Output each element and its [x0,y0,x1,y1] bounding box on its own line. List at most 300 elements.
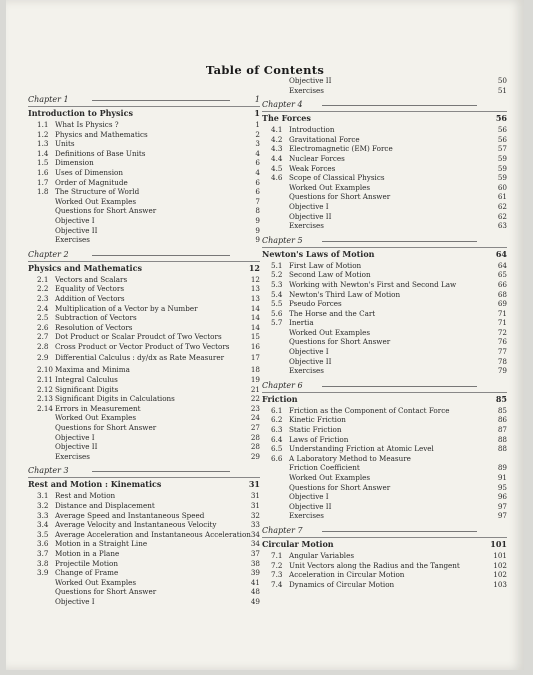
entry-label: Exercises [289,511,324,521]
section-number: 3.8 [37,558,49,568]
page-number: 9 [255,215,260,225]
entry-label: Significant Digits in Calculations [55,394,175,404]
section-number: 4.4 [271,153,283,163]
toc-section [28,168,260,178]
entry-label: Distance and Displacement [55,501,155,510]
entry-label: Inertia [289,318,314,328]
page-number: 38 [250,558,260,568]
section-number: 4.6 [271,173,283,183]
section-number: 6.5 [271,444,283,454]
page-number: 28 [250,432,260,442]
section-number: 3.3 [37,510,49,520]
toc-subentry [262,328,507,338]
toc-section [262,444,507,454]
page-number: 77 [497,347,507,357]
page-number: 72 [497,327,507,337]
entry-label: The Forces [262,113,311,124]
entry-label: Introduction to Physics [28,108,133,118]
toc-section [262,261,507,271]
toc-section [28,275,260,285]
toc-subentry [28,226,260,236]
page-number: 59 [497,163,507,173]
page-number: 64 [495,248,507,259]
entry-label: Exercises [289,366,324,376]
entry-label: Exercises [55,451,90,461]
section-number: 6.6 [271,453,283,463]
entry-label: Dynamics of Circular Motion [289,579,395,589]
entry-label: Weak Forces [289,163,336,173]
section-number: 2.14 [37,403,54,413]
section-number: 4.1 [271,125,283,135]
entry-label: Objective II [289,211,332,221]
toc-section [28,158,260,168]
section-number: 4.3 [271,144,283,154]
entry-label: Worked Out Examples [55,196,137,206]
toc-subentry [28,587,260,597]
toc-section [28,284,260,294]
chapter-heading [262,99,507,112]
section-number: 7.2 [271,560,283,570]
toc-section [28,501,260,511]
toc-section [28,549,260,559]
page-number: 17 [250,353,260,363]
page-number: 86 [497,415,507,425]
page-number: 62 [497,201,507,211]
entry-label: First Law of Motion [289,260,362,270]
entry-label: Objective I [55,432,95,442]
section-number: 2.9 [37,353,49,363]
page-number: 29 [250,451,260,461]
section-number: 2.5 [37,313,49,323]
chapter-title [28,107,260,120]
toc-section [28,365,260,375]
page-number: 13 [250,293,260,303]
entry-label: Objective II [55,225,98,235]
toc-subentry [262,492,507,502]
page-number: 2 [255,129,260,139]
entry-label: What Is Physics ? [55,120,119,129]
page-number: 6 [255,158,260,168]
page-number: 9 [255,225,260,235]
toc-section [28,304,260,314]
page-number: 56 [495,113,507,124]
toc-subentry [28,452,260,462]
toc-section [262,570,507,580]
toc-section [262,425,507,435]
page-title: Table of Contents [205,63,325,77]
toc-subentry [262,221,507,231]
page-number: 6 [255,187,260,197]
toc-subentry [262,192,507,202]
toc-section [262,580,507,590]
rule-line [322,105,477,106]
entry-label: Gravitational Force [289,134,360,144]
page-number: 85 [495,393,507,404]
page-number: 18 [250,365,260,375]
toc-subentry [262,366,507,376]
section-number: 1.3 [37,139,49,149]
section-number: 6.1 [271,405,283,415]
entry-label: Exercises [289,85,324,95]
page-number: 21 [250,384,260,394]
entry-label: Questions for Short Answer [55,423,157,433]
entry-label: Significant Digits [55,384,119,394]
page-number: 15 [250,332,260,342]
page-number: 12 [250,274,260,284]
entry-label: Multiplication of a Vector by a Number [55,303,198,313]
entry-label: Nuclear Forces [289,153,345,163]
toc-subentry [28,413,260,423]
chapter-title [262,112,507,125]
section-number: 4.5 [271,163,283,173]
entry-label: Angular Variables [289,550,355,560]
toc-subentry [28,433,260,443]
book-page [6,0,524,670]
section-number: 1.1 [37,120,49,129]
entry-label: Questions for Short Answer [55,206,157,216]
section-number: 1.8 [37,187,49,197]
page-number: 4 [255,148,260,158]
rule-line [322,386,477,387]
toc-subentry [262,212,507,222]
toc-section [262,406,507,416]
entry-label: Circular Motion [262,538,334,549]
section-number: 1.6 [37,167,49,177]
entry-label: Addition of Vectors [55,293,125,303]
page-number: 62 [497,211,507,221]
entry-label: Motion in a Straight Line [55,539,148,549]
entry-label: Units [55,139,75,149]
entry-label: Projectile Motion [55,558,118,568]
entry-label: Kinetic Friction [289,415,346,425]
page-number: 23 [250,403,260,413]
entry-label: Order of Magnitude [55,177,128,187]
section-number: 7.3 [271,570,283,580]
toc-subentry [262,502,507,512]
page-number: 1 [254,108,260,118]
page-number: 68 [497,289,507,299]
page-number: 88 [497,444,507,454]
entry-label: Average Speed and Instantaneous Speed [55,510,205,520]
entry-label: Chapter 3 [28,466,69,476]
entry-label: Chapter 7 [262,525,303,535]
section-number: 6.2 [271,415,283,425]
entry-label: Newton's Third Law of Motion [289,289,401,299]
section-number: 3.7 [37,548,49,558]
section-number: 2.12 [37,384,54,394]
toc-section [28,559,260,569]
entry-label: Integral Calculus [55,375,118,385]
chapter-heading [28,465,260,478]
section-number: 5.5 [271,299,283,309]
toc-section [262,290,507,300]
toc-section [28,491,260,501]
page-number: 63 [497,221,507,231]
toc-section [28,404,260,414]
entry-label: The Structure of World [55,187,140,197]
entry-label: Questions for Short Answer [289,482,391,492]
page-number: 31 [250,491,260,501]
section-number: 7.4 [271,579,283,589]
toc-subentry [28,442,260,452]
rule-line [92,255,230,256]
entry-label: Newton's Laws of Motion [262,248,375,259]
toc-section [28,539,260,549]
page-number: 48 [250,587,260,597]
entry-label: Worked Out Examples [289,473,371,482]
toc-subentry [262,347,507,357]
section-number: 1.5 [37,158,49,168]
section-number: 2.1 [37,274,49,284]
section-number: 5.6 [271,308,283,318]
page-number: 31 [250,501,260,510]
toc-section [28,520,260,530]
entry-label: Static Friction [289,425,342,435]
page-number: 69 [497,299,507,309]
toc-subentry [262,511,507,521]
toc-section [262,561,507,571]
toc-subentry [262,483,507,493]
toc-subentry [262,473,507,483]
toc-subentry [262,337,507,347]
section-number: 5.4 [271,289,283,299]
section-number: 6.4 [271,434,283,444]
entry-label: Objective II [289,501,332,511]
entry-label: Average Velocity and Instantaneous Velocity [55,520,217,530]
toc-subentry [28,235,260,245]
toc-section [28,120,260,130]
entry-label: Dimension [55,158,94,168]
entry-label: Questions for Short Answer [289,337,391,347]
page-number: 27 [250,423,260,433]
entry-label: Objective II [289,356,332,366]
page-number: 49 [250,596,260,606]
section-number: 5.7 [271,318,283,328]
page-number: 91 [497,473,507,482]
page-number: 65 [497,270,507,280]
toc-subentry [262,463,507,473]
page-number: 16 [250,341,260,351]
page-number: 79 [497,366,507,376]
toc-section [28,568,260,578]
page-number: 32 [250,510,260,520]
page-number: 59 [497,173,507,183]
toc-subentry [28,423,260,433]
entry-label: Unit Vectors along the Radius and the Tangent [289,560,460,570]
toc-section [262,415,507,425]
entry-label: Scope of Classical Physics [289,173,385,183]
toc-section [28,375,260,385]
entry-label: Objective I [55,215,95,225]
chapter-title [28,262,260,275]
toc-subentry [262,202,507,212]
entry-label: Laws of Friction [289,434,349,444]
entry-label: Errors in Measurement [55,403,141,413]
entry-label: Exercises [55,235,90,245]
page-number: 102 [493,570,507,580]
entry-label: Chapter 6 [262,380,303,390]
page-number: 41 [250,577,260,587]
entry-label: Resolution of Vectors [55,322,133,332]
entry-label: Definitions of Base Units [55,148,146,158]
page-number: 87 [497,425,507,435]
chapter-heading [28,249,260,262]
entry-label: Worked Out Examples [55,577,137,587]
section-number: 2.4 [37,303,49,313]
entry-label: Objective I [55,596,95,606]
entry-label: Electromagnetic (EM) Force [289,144,393,154]
toc-section [262,551,507,561]
entry-label: Objective I [289,347,329,357]
toc-section [262,173,507,183]
page-number: 37 [250,548,260,558]
chapter-heading [262,235,507,248]
page-number: 39 [250,568,260,578]
section-number: 2.10 [37,365,54,375]
toc-right-column [262,76,507,589]
toc-section [28,385,260,395]
page-number: 61 [497,192,507,202]
entry-label: Physics and Mathematics [55,129,148,139]
toc-section [28,342,260,352]
entry-label: Friction [262,393,298,404]
entry-label: Uses of Dimension [55,167,123,177]
section-number: 2.13 [37,394,54,404]
page-number: 4 [255,167,260,177]
section-number: 2.2 [37,284,49,294]
section-number: 3.2 [37,501,49,510]
toc-section [28,149,260,159]
toc-section [28,332,260,342]
toc-section [28,511,260,521]
page-number: 7 [255,196,260,206]
entry-label: Change of Frame [55,568,119,578]
section-number: 7.1 [271,550,283,560]
toc-subentry [28,197,260,207]
entry-label: Introduction [289,125,335,135]
page-number: 97 [497,501,507,511]
entry-label: Objective I [289,201,329,211]
page-number: 50 [497,76,507,85]
page-number: 22 [250,394,260,404]
entry-label: Worked Out Examples [289,182,371,192]
section-number: 5.2 [271,270,283,280]
entry-label: Friction as the Component of Contact Force [289,405,450,415]
toc-section [262,309,507,319]
entry-label: The Horse and the Cart [289,308,376,318]
toc-section [262,318,507,328]
toc-section [262,280,507,290]
toc-subentry [262,357,507,367]
toc-section [28,294,260,304]
page-number: 51 [497,85,507,95]
toc-section [262,454,507,464]
toc-section [262,270,507,280]
entry-label: Average Acceleration and Instantaneous Acceleration [55,529,251,539]
entry-label: Objective II [55,442,98,452]
toc-section [262,164,507,174]
page-number: 56 [497,125,507,135]
page-number: 96 [497,492,507,502]
toc-section [262,299,507,309]
page-number: 13 [250,284,260,294]
toc-section [28,323,260,333]
chapter-heading [28,94,260,107]
page-number: 95 [497,482,507,492]
page-number: 34 [250,529,260,539]
toc-section [28,187,260,197]
toc-subentry [28,206,260,216]
entry-label: Exercises [289,221,324,231]
toc-section [262,435,507,445]
page-number: 97 [497,511,507,521]
chapter-heading [262,380,507,393]
entry-label: Understanding Friction at Atomic Level [289,444,434,454]
toc-section [28,130,260,140]
entry-label: Maxima and Minima [55,365,130,375]
entry-label: Worked Out Examples [289,327,371,337]
page-number: 9 [255,235,260,245]
section-number: 3.6 [37,539,49,549]
page-number: 89 [497,463,507,473]
toc-subentry [262,86,507,96]
toc-section [28,139,260,149]
section-number: 6.3 [271,425,283,435]
toc-section [262,125,507,135]
entry-label: Chapter 2 [28,249,69,259]
page-number: 56 [497,134,507,144]
page-number: 1 [255,120,260,129]
chapter-title [28,478,260,491]
toc-subentry [262,76,507,86]
entry-label: Questions for Short Answer [289,192,391,202]
section-number: 3.1 [37,491,49,501]
page-number: 19 [250,375,260,385]
section-number: 5.1 [271,260,283,270]
page-number: 88 [497,434,507,444]
section-number: 1.2 [37,129,49,139]
entry-label: Acceleration in Circular Motion [289,570,405,580]
chapter-title [262,393,507,406]
page-number: 24 [250,413,260,423]
page-number: 66 [497,279,507,289]
section-number: 2.7 [37,332,49,342]
entry-label: Subtraction of Vectors [55,313,137,323]
entry-label: Equality of Vectors [55,284,125,294]
page-number: 28 [250,442,260,452]
toc-subentry [28,597,260,607]
toc-subentry [28,578,260,588]
page-number: 102 [493,560,507,570]
page-number: 31 [248,479,260,490]
page-number: 60 [497,182,507,192]
page-number: 8 [255,206,260,216]
toc-section [28,178,260,188]
page-number: 71 [497,308,507,318]
page-number: 64 [497,260,507,270]
page-number: 1 [254,95,260,104]
entry-label: Objective I [289,492,329,502]
toc-section [28,394,260,404]
chapter-title [262,538,507,551]
rule-line [92,471,230,472]
toc-section [28,351,260,365]
section-number: 1.4 [37,148,49,158]
page-number: 14 [250,303,260,313]
entry-label: Differential Calculus : dy/dx as Rate Measurer [55,353,225,363]
section-number: 2.8 [37,341,49,351]
entry-label: Vectors and Scalars [55,274,128,284]
